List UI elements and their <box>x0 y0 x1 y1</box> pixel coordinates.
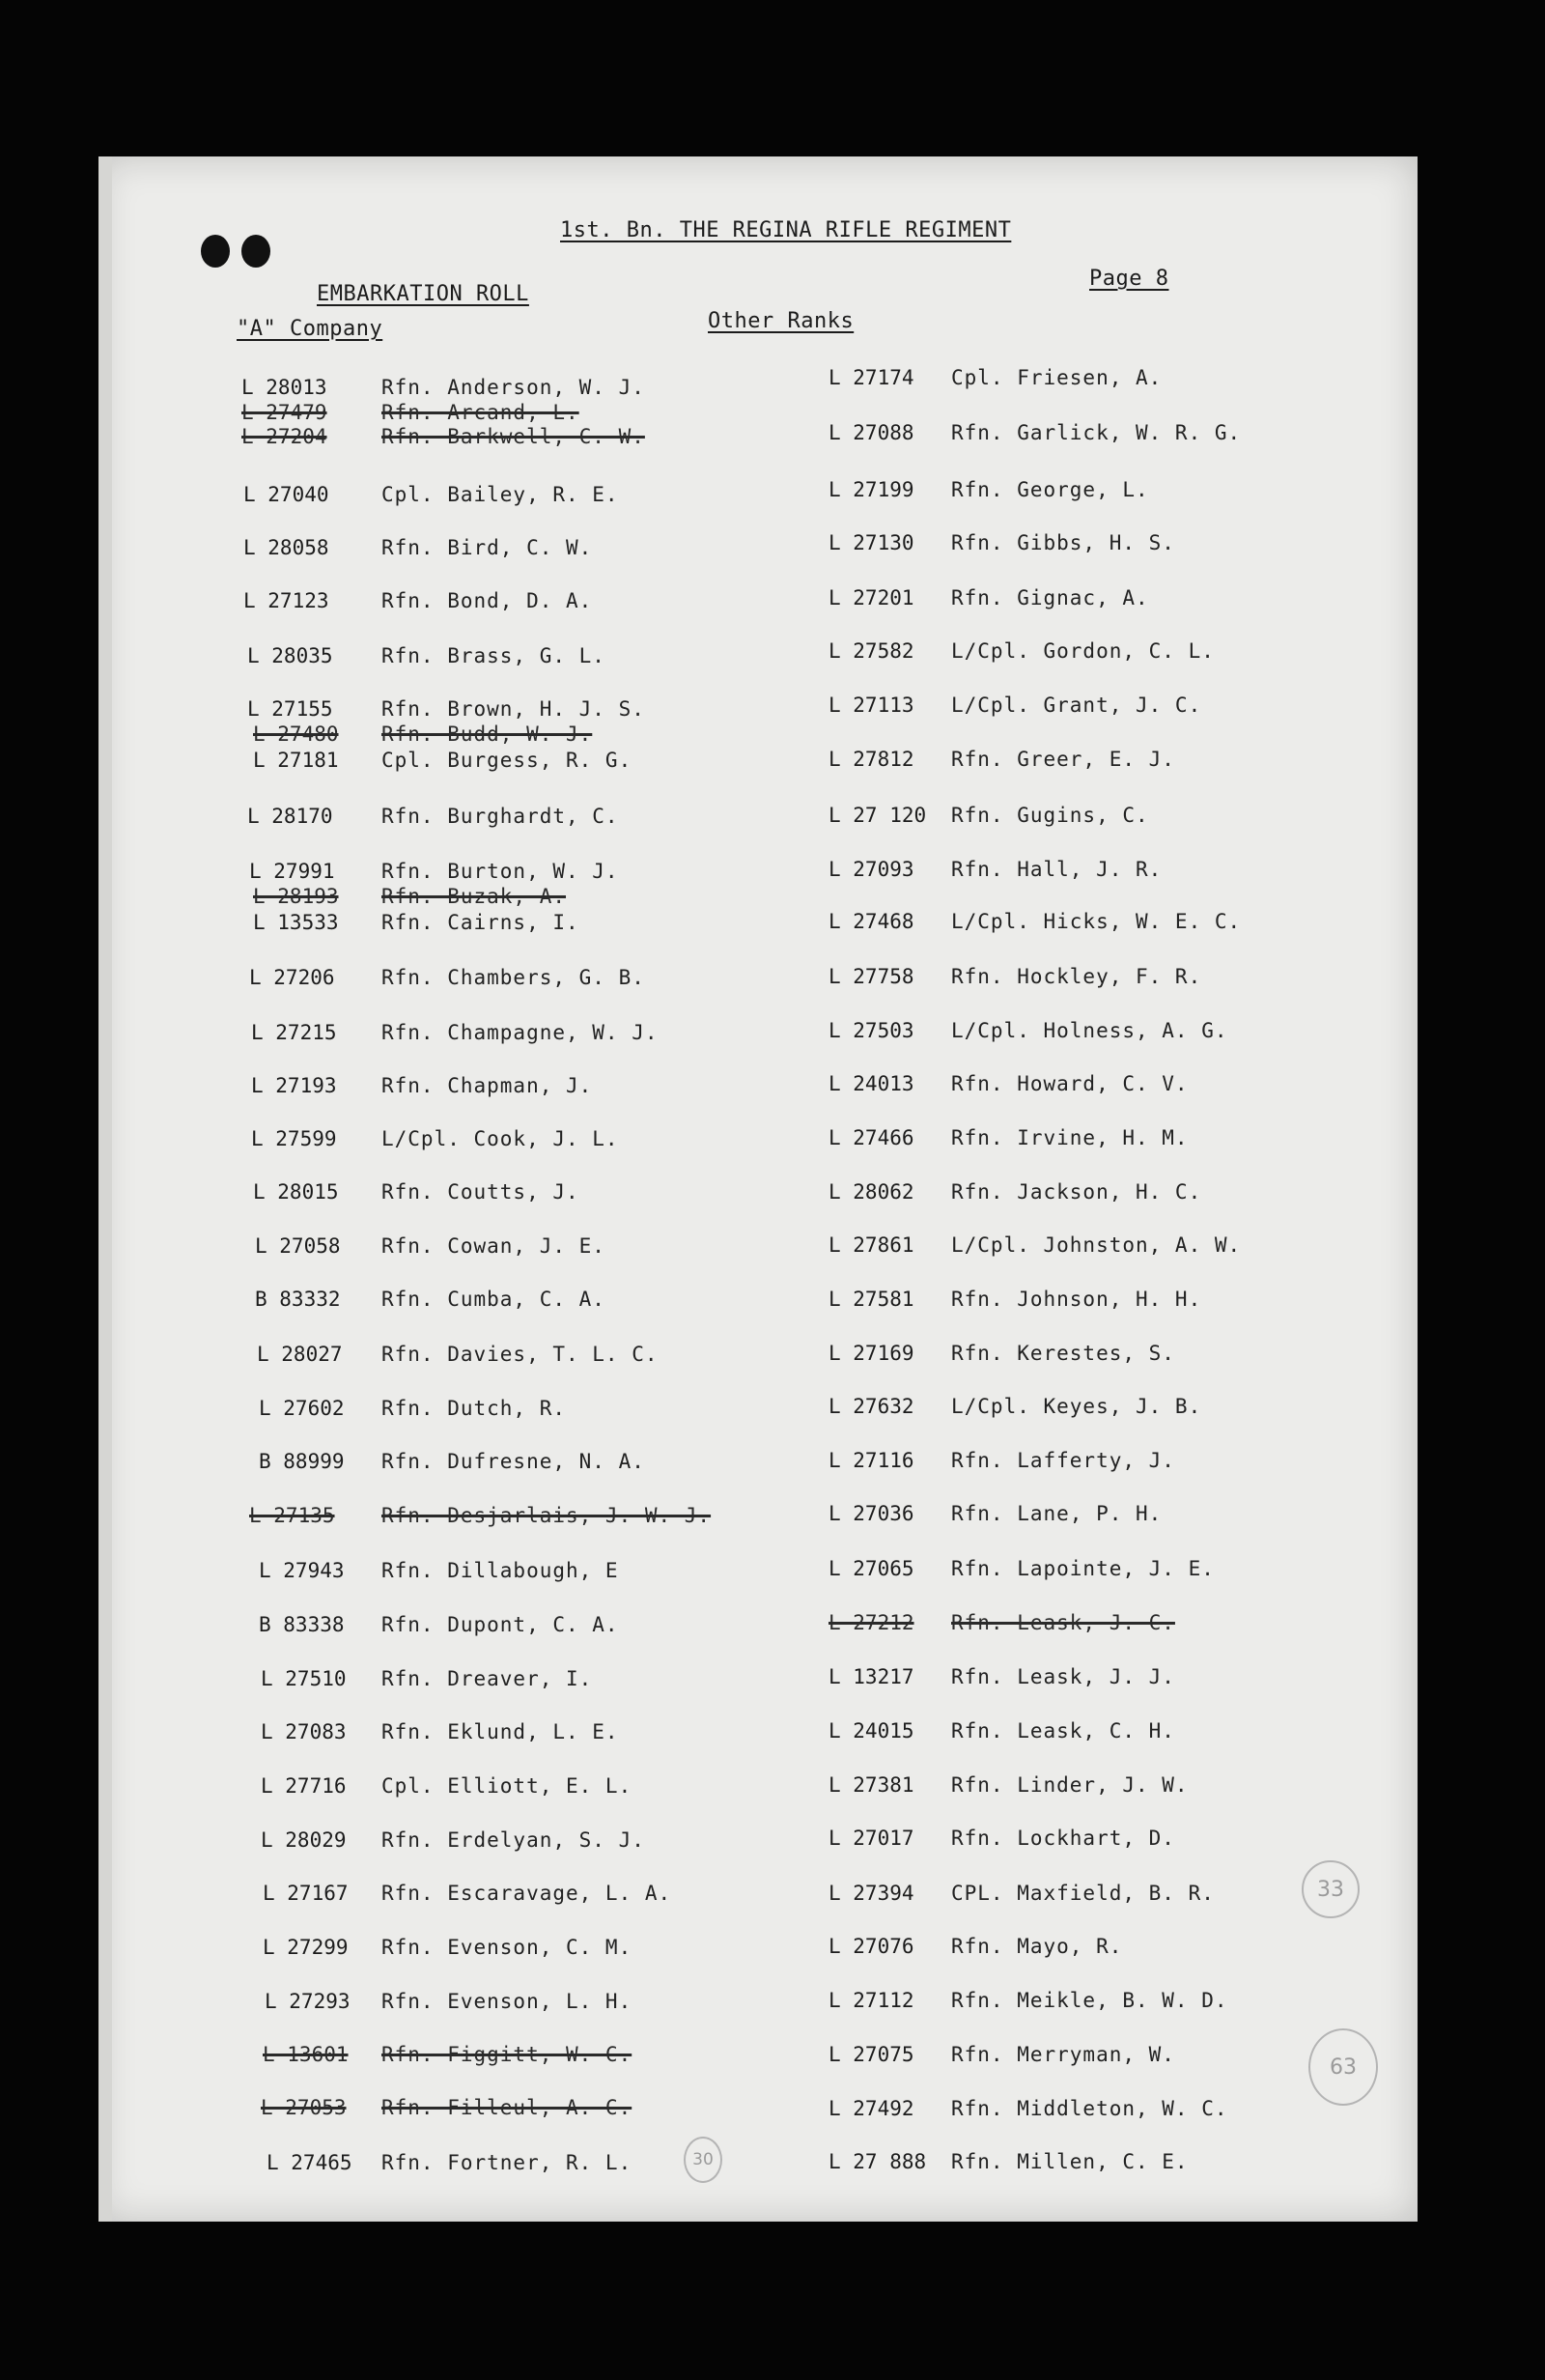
service-number: L 27479 <box>241 401 327 424</box>
service-number: L 27135 <box>249 1504 335 1527</box>
rank-and-name: Rfn. Brass, G. L. <box>381 644 605 667</box>
service-number: L 27602 <box>259 1397 345 1420</box>
rank-and-name: Rfn. Jackson, H. C. <box>951 1180 1202 1204</box>
service-number: L 27468 <box>829 910 914 933</box>
service-number: L 27112 <box>829 1989 914 2012</box>
service-number: L 27167 <box>263 1882 349 1905</box>
page-number: Page 8 <box>1089 267 1169 291</box>
rank-and-name: Rfn. Gignac, A. <box>951 586 1149 609</box>
service-number: L 27466 <box>829 1126 914 1149</box>
service-number: L 27083 <box>261 1720 347 1743</box>
service-number: L 27293 <box>265 1990 351 2013</box>
service-number: L 27943 <box>259 1559 345 1582</box>
rank-and-name: Rfn. Johnson, H. H. <box>951 1288 1202 1311</box>
rank-and-name: Rfn. Gibbs, H. S. <box>951 531 1175 554</box>
service-number: L 27394 <box>829 1882 914 1905</box>
rank-and-name: Rfn. Lafferty, J. <box>951 1449 1175 1472</box>
rank-and-name: L/Cpl. Hicks, W. E. C. <box>951 910 1242 933</box>
service-number: L 27465 <box>267 2151 352 2174</box>
service-number: L 27503 <box>829 1019 914 1042</box>
rank-and-name: Rfn. Greer, E. J. <box>951 748 1175 771</box>
rank-and-name: Rfn. Mayo, R. <box>951 1935 1123 1958</box>
service-number: L 27 120 <box>829 804 927 827</box>
service-number: B 88999 <box>259 1450 345 1473</box>
service-number: L 27480 <box>253 722 339 746</box>
rank-and-name: Rfn. Kerestes, S. <box>951 1342 1175 1365</box>
punch-hole <box>201 235 230 268</box>
rank-and-name: Rfn. Cairns, I. <box>381 911 579 934</box>
service-number: L 28013 <box>241 376 327 399</box>
rank-and-name: Rfn. Cumba, C. A. <box>381 1288 605 1311</box>
service-number: L 27215 <box>251 1021 337 1044</box>
rank-and-name: Cpl. Burgess, R. G. <box>381 749 632 772</box>
rank-and-name: Rfn. Lockhart, D. <box>951 1827 1175 1850</box>
rank-and-name: Rfn. Dutch, R. <box>381 1397 567 1420</box>
rank-and-name: Rfn. Eklund, L. E. <box>381 1720 619 1743</box>
rank-and-name: L/Cpl. Grant, J. C. <box>951 694 1202 717</box>
service-number: L 27510 <box>261 1667 347 1690</box>
rank-and-name: L/Cpl. Keyes, J. B. <box>951 1395 1202 1418</box>
service-number: L 27861 <box>829 1233 914 1257</box>
service-number: L 27181 <box>253 749 339 772</box>
service-number: L 27174 <box>829 366 914 389</box>
rank-and-name: Rfn. Lane, P. H. <box>951 1502 1163 1525</box>
service-number: L 27123 <box>243 589 329 612</box>
service-number: L 27299 <box>263 1936 349 1959</box>
service-number: L 27599 <box>251 1127 337 1150</box>
rank-and-name: Rfn. Meikle, B. W. D. <box>951 1989 1228 2012</box>
service-number: L 27053 <box>261 2096 347 2119</box>
margin-stamp: 63 <box>1308 2028 1378 2106</box>
rank-and-name: Rfn. Champagne, W. J. <box>381 1021 659 1044</box>
service-number: B 83338 <box>259 1613 345 1636</box>
rank-and-name: Rfn. Evenson, L. H. <box>381 1990 632 2013</box>
service-number: L 27381 <box>829 1773 914 1797</box>
service-number: L 28035 <box>247 644 333 667</box>
rank-and-name: Rfn. Buzak, A. <box>381 885 567 908</box>
rank-and-name: Rfn. Cowan, J. E. <box>381 1234 605 1258</box>
service-number: L 28058 <box>243 536 329 559</box>
rank-and-name: Rfn. Brown, H. J. S. <box>381 697 645 721</box>
service-number: L 27212 <box>829 1611 914 1634</box>
rank-and-name: Rfn. Figgitt, W. C. <box>381 2043 632 2066</box>
rank-and-name: Rfn. Dufresne, N. A. <box>381 1450 645 1473</box>
rank-and-name: Rfn. Bond, D. A. <box>381 589 593 612</box>
rank-and-name: Rfn. Dreaver, I. <box>381 1667 593 1690</box>
rank-and-name: Rfn. Leask, J. C. <box>951 1611 1175 1634</box>
rank-and-name: Rfn. Gugins, C. <box>951 804 1149 827</box>
rank-and-name: Rfn. Leask, J. J. <box>951 1665 1175 1688</box>
battalion-heading: 1st. Bn. THE REGINA RIFLE REGIMENT <box>560 218 1012 242</box>
page-edge <box>98 156 112 2222</box>
service-number: L 28015 <box>253 1180 339 1204</box>
rank-and-name: Rfn. Erdelyan, S. J. <box>381 1828 645 1852</box>
rank-and-name: Rfn. Burton, W. J. <box>381 860 619 883</box>
rank-and-name: CPL. Maxfield, B. R. <box>951 1882 1215 1905</box>
rank-and-name: Rfn. Dillabough, E <box>381 1559 619 1582</box>
service-number: L 27716 <box>261 1774 347 1798</box>
margin-stamp: 33 <box>1302 1860 1360 1918</box>
service-number: L 27075 <box>829 2043 914 2066</box>
rank-and-name: Rfn. Millen, C. E. <box>951 2150 1189 2173</box>
service-number: L 27 888 <box>829 2150 927 2173</box>
service-number: L 13217 <box>829 1665 914 1688</box>
service-number: L 27116 <box>829 1449 914 1472</box>
rank-and-name: Rfn. Middleton, W. C. <box>951 2097 1228 2120</box>
service-number: L 27130 <box>829 531 914 554</box>
rank-and-name: Rfn. Filleul, A. C. <box>381 2096 632 2119</box>
service-number: L 27169 <box>829 1342 914 1365</box>
rank-and-name: L/Cpl. Cook, J. L. <box>381 1127 619 1150</box>
service-number: L 13533 <box>253 911 339 934</box>
rank-and-name: Rfn. Budd, W. J. <box>381 722 593 746</box>
service-number: L 13601 <box>263 2043 349 2066</box>
service-number: L 28193 <box>253 885 339 908</box>
roll-title: EMBARKATION ROLL <box>317 282 529 306</box>
rank-and-name: Cpl. Bailey, R. E. <box>381 483 619 506</box>
rank-and-name: Rfn. George, L. <box>951 478 1149 501</box>
rank-and-name: Cpl. Elliott, E. L. <box>381 1774 632 1798</box>
service-number: L 24013 <box>829 1072 914 1095</box>
rank-and-name: Rfn. Hall, J. R. <box>951 858 1163 881</box>
rank-and-name: Rfn. Anderson, W. J. <box>381 376 645 399</box>
service-number: L 27199 <box>829 478 914 501</box>
service-number: L 28170 <box>247 805 333 828</box>
margin-stamp: 30 <box>684 2137 722 2183</box>
service-number: L 27193 <box>251 1074 337 1097</box>
service-number: L 27581 <box>829 1288 914 1311</box>
rank-and-name: Rfn. Chambers, G. B. <box>381 966 645 989</box>
service-number: L 27155 <box>247 697 333 721</box>
rank-and-name: Rfn. Hockley, F. R. <box>951 965 1202 988</box>
rank-and-name: Rfn. Desjarlais, J. W. J. <box>381 1504 712 1527</box>
rank-and-name: Rfn. Garlick, W. R. G. <box>951 421 1242 444</box>
section-label: Other Ranks <box>708 309 855 333</box>
rank-and-name: Rfn. Burghardt, C. <box>381 805 619 828</box>
service-number: L 28029 <box>261 1828 347 1852</box>
rank-and-name: Rfn. Barkwell, C. W. <box>381 425 645 448</box>
service-number: L 27040 <box>243 483 329 506</box>
service-number: L 27206 <box>249 966 335 989</box>
rank-and-name: Rfn. Dupont, C. A. <box>381 1613 619 1636</box>
service-number: L 27076 <box>829 1935 914 1958</box>
rank-and-name: Rfn. Escaravage, L. A. <box>381 1882 672 1905</box>
rank-and-name: Cpl. Friesen, A. <box>951 366 1163 389</box>
rank-and-name: Rfn. Fortner, R. L. <box>381 2151 632 2174</box>
service-number: B 83332 <box>255 1288 341 1311</box>
service-number: L 27065 <box>829 1557 914 1580</box>
service-number: L 27758 <box>829 965 914 988</box>
service-number: L 27812 <box>829 748 914 771</box>
rank-and-name: Rfn. Linder, J. W. <box>951 1773 1189 1797</box>
service-number: L 27201 <box>829 586 914 609</box>
rank-and-name: Rfn. Arcand, L. <box>381 401 579 424</box>
rank-and-name: Rfn. Leask, C. H. <box>951 1719 1175 1742</box>
service-number: L 27058 <box>255 1234 341 1258</box>
service-number: L 27991 <box>249 860 335 883</box>
rank-and-name: Rfn. Bird, C. W. <box>381 536 593 559</box>
rank-and-name: Rfn. Howard, C. V. <box>951 1072 1189 1095</box>
service-number: L 27204 <box>241 425 327 448</box>
service-number: L 27036 <box>829 1502 914 1525</box>
service-number: L 28062 <box>829 1180 914 1204</box>
punch-hole <box>241 235 270 268</box>
rank-and-name: L/Cpl. Holness, A. G. <box>951 1019 1228 1042</box>
service-number: L 28027 <box>257 1343 343 1366</box>
service-number: L 27582 <box>829 639 914 663</box>
service-number: L 27113 <box>829 694 914 717</box>
rank-and-name: Rfn. Lapointe, J. E. <box>951 1557 1215 1580</box>
rank-and-name: Rfn. Evenson, C. M. <box>381 1936 632 1959</box>
company-label: "A" Company <box>237 317 383 341</box>
rank-and-name: L/Cpl. Johnston, A. W. <box>951 1233 1242 1257</box>
service-number: L 27093 <box>829 858 914 881</box>
service-number: L 27017 <box>829 1827 914 1850</box>
service-number: L 27632 <box>829 1395 914 1418</box>
service-number: L 24015 <box>829 1719 914 1742</box>
rank-and-name: Rfn. Irvine, H. M. <box>951 1126 1189 1149</box>
rank-and-name: Rfn. Merryman, W. <box>951 2043 1175 2066</box>
service-number: L 27088 <box>829 421 914 444</box>
rank-and-name: L/Cpl. Gordon, C. L. <box>951 639 1215 663</box>
service-number: L 27492 <box>829 2097 914 2120</box>
rank-and-name: Rfn. Davies, T. L. C. <box>381 1343 659 1366</box>
rank-and-name: Rfn. Coutts, J. <box>381 1180 579 1204</box>
rank-and-name: Rfn. Chapman, J. <box>381 1074 593 1097</box>
